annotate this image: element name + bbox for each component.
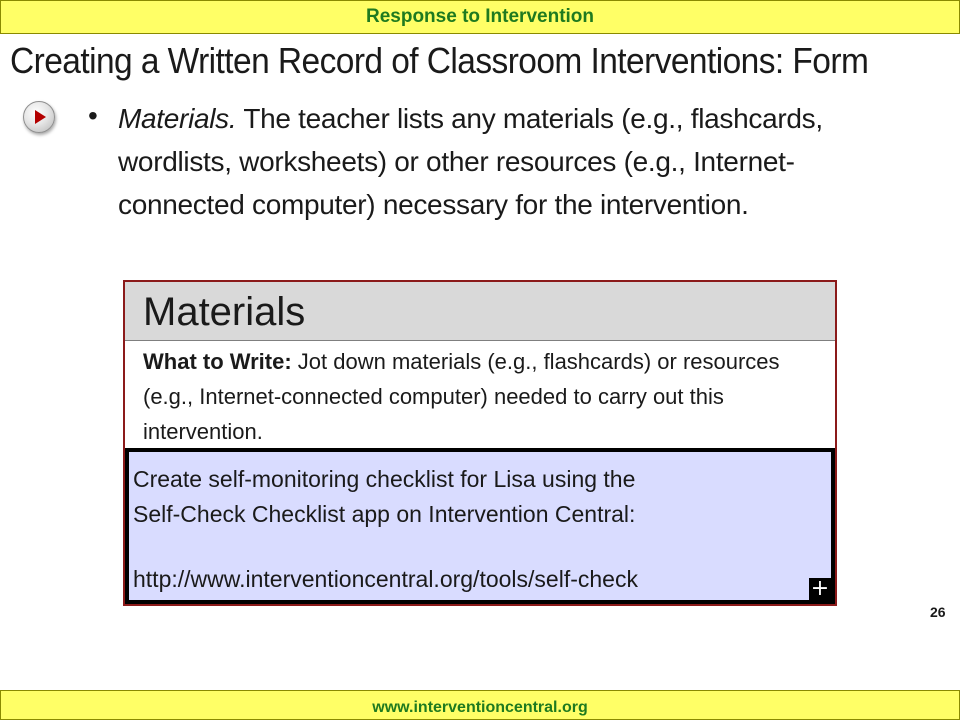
bullet-label: Materials. <box>118 103 237 134</box>
page-number: 26 <box>930 604 946 620</box>
entry-url: http://www.interventioncentral.org/tools/self-check <box>133 566 638 592</box>
form-section-header <box>125 282 835 341</box>
bullet-marker: • <box>88 100 98 131</box>
entry-line-2: Self-Check Checklist app on Intervention Central: <box>133 501 636 527</box>
top-banner <box>0 0 960 34</box>
entry-text <box>133 462 833 532</box>
materials-form-excerpt <box>123 280 837 606</box>
bottom-banner <box>0 690 960 720</box>
form-instructions <box>143 344 823 449</box>
footer-url[interactable]: www.interventioncentral.org <box>372 699 588 716</box>
plus-icon[interactable]: + <box>810 576 830 601</box>
bullet-body: The teacher lists any materials (e.g., flashcards, wordlists, worksheets) or other resources (e.g., Internet-connected computer) necessary for the intervention. <box>118 103 823 220</box>
entry-line-1: Create self-monitoring checklist for Lisa using the <box>133 466 636 492</box>
materials-entry-field[interactable] <box>125 448 835 604</box>
play-icon <box>35 110 46 124</box>
instructions-text: Jot down materials (e.g., flashcards) or resources (e.g., Internet-connected computer) needed to carry out this intervention. <box>143 349 780 444</box>
slide-title: Creating a Written Record of Classroom Interventions: Form <box>10 40 869 81</box>
form-section-title: Materials <box>143 290 306 334</box>
play-button[interactable] <box>23 101 55 133</box>
banner-title: Response to Intervention <box>365 6 595 27</box>
instructions-label: What to Write: <box>143 349 292 374</box>
bullet-paragraph <box>118 97 853 226</box>
